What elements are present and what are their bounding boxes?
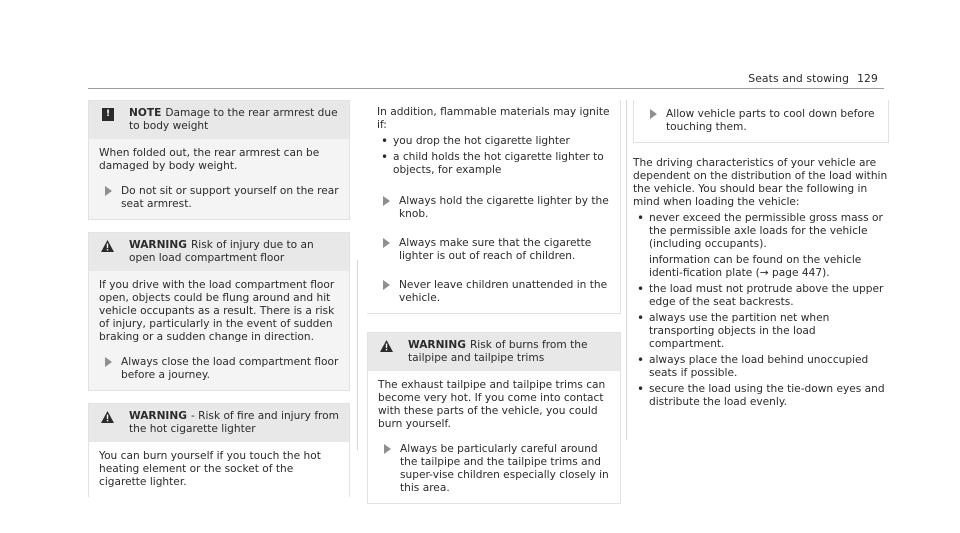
step <box>377 237 610 263</box>
warning-step-text: Always close the load compartment floor before a journey. <box>121 356 339 381</box>
list-item: • secure the load using the tie-down eyes and distribute the load evenly. <box>633 383 889 409</box>
column-1 <box>88 100 350 497</box>
arrow-icon <box>384 444 391 454</box>
warning-continued-box <box>367 100 621 314</box>
note-step <box>99 185 339 211</box>
warning-box-load-floor <box>88 232 350 391</box>
warning-label: WARNING <box>129 410 187 422</box>
arrow-icon <box>383 196 390 206</box>
list-item: • the load must not protrude above the upper edge of the seat backrests. <box>633 283 889 309</box>
warning-triangle-icon <box>101 240 114 252</box>
arrow-icon <box>383 280 390 290</box>
column-3 <box>633 100 889 409</box>
warning-triangle-icon <box>380 340 393 352</box>
warning-title: - Risk of fire and injury from the hot cigarette lighter <box>129 410 339 435</box>
loading-guidelines-list-cont <box>633 283 889 409</box>
step-text: Never leave children unattended in the vehicle. <box>399 279 608 304</box>
note-label: NOTE <box>129 107 162 119</box>
exclamation-icon: ! <box>102 108 114 121</box>
list-item: • never exceed the permissible gross mass or the permissible axle loads for the vehicle (including occupants). <box>633 212 889 251</box>
warning-header <box>368 333 620 371</box>
note-step-text: Do not sit or support yourself on the rear seat armrest. <box>121 185 339 210</box>
arrow-icon <box>650 109 657 119</box>
warning-step-text: Always be particularly careful around the tailpipe and the tailpipe trims and super-vise children especially closely in this area. <box>400 443 609 494</box>
warning-triangle-icon <box>101 411 114 423</box>
running-head <box>748 72 878 85</box>
warning-continued-box <box>633 100 889 143</box>
step <box>377 195 610 221</box>
header-rule <box>88 88 884 89</box>
loading-intro: The driving characteristics of your vehicle are dependent on the distribution of the load within the vehicle. You should bear the following in mind when loading the vehicle: <box>633 157 888 208</box>
warning-title: Risk of burns from the tailpipe and tailpipe trims <box>408 339 588 364</box>
identification-plate-reference: information can be found on the vehicle identi-fication plate (→ page 447). <box>649 254 862 279</box>
section-title: Seats and stowing <box>748 72 850 85</box>
warning-box-cigarette-lighter <box>88 403 350 497</box>
step-text: Always make sure that the cigarette lighter is out of reach of children. <box>399 237 592 262</box>
list-item: • always use the partition net when transporting objects in the load compartment. <box>633 312 889 351</box>
note-body: When folded out, the rear armrest can be damaged by body weight. <box>99 147 320 172</box>
arrow-icon <box>383 238 390 248</box>
warning-body: If you drive with the load compartment floor open, objects could be flung around and hit vehicle occupants as a result. There is a risk of injury, particularly in the event of sudden braking or a sudden change in direction. <box>99 279 335 343</box>
warning-header <box>89 233 349 271</box>
flammable-intro: In addition, flammable materials may ignite if: <box>377 106 610 131</box>
warning-body: The exhaust tailpipe and tailpipe trims can become very hot. If you come into contact with these parts of the vehicle, you could burn yourself. <box>378 379 606 430</box>
loading-guidelines-list <box>633 212 889 251</box>
list-item: • a child holds the hot cigarette lighter to objects, for example <box>377 151 610 177</box>
column-divider-2 <box>626 100 627 440</box>
list-item: • always place the load behind unoccupied seats if possible. <box>633 354 889 380</box>
arrow-icon <box>105 357 112 367</box>
step-text: Allow vehicle parts to cool down before touching them. <box>666 108 875 133</box>
warning-label: WARNING <box>408 339 466 351</box>
column-divider-1 <box>357 260 358 450</box>
flammable-list <box>377 135 610 177</box>
note-box <box>88 100 350 220</box>
step <box>644 108 878 134</box>
list-item: • you drop the hot cigarette lighter <box>377 135 610 148</box>
page-number: 129 <box>857 72 878 85</box>
note-header <box>89 101 349 139</box>
warning-label: WARNING <box>129 239 187 251</box>
warning-step <box>378 443 610 495</box>
warning-header <box>89 404 349 442</box>
arrow-icon <box>105 186 112 196</box>
step-text: Always hold the cigarette lighter by the knob. <box>399 195 609 220</box>
column-2 <box>367 100 621 504</box>
step <box>377 279 610 305</box>
warning-step <box>99 356 339 382</box>
warning-box-tailpipe <box>367 332 621 504</box>
warning-body: You can burn yourself if you touch the hot heating element or the socket of the cigarette lighter. <box>99 450 321 488</box>
note-title: Damage to the rear armrest due to body weight <box>129 107 338 132</box>
warning-title: Risk of injury due to an open load compartment floor <box>129 239 314 264</box>
